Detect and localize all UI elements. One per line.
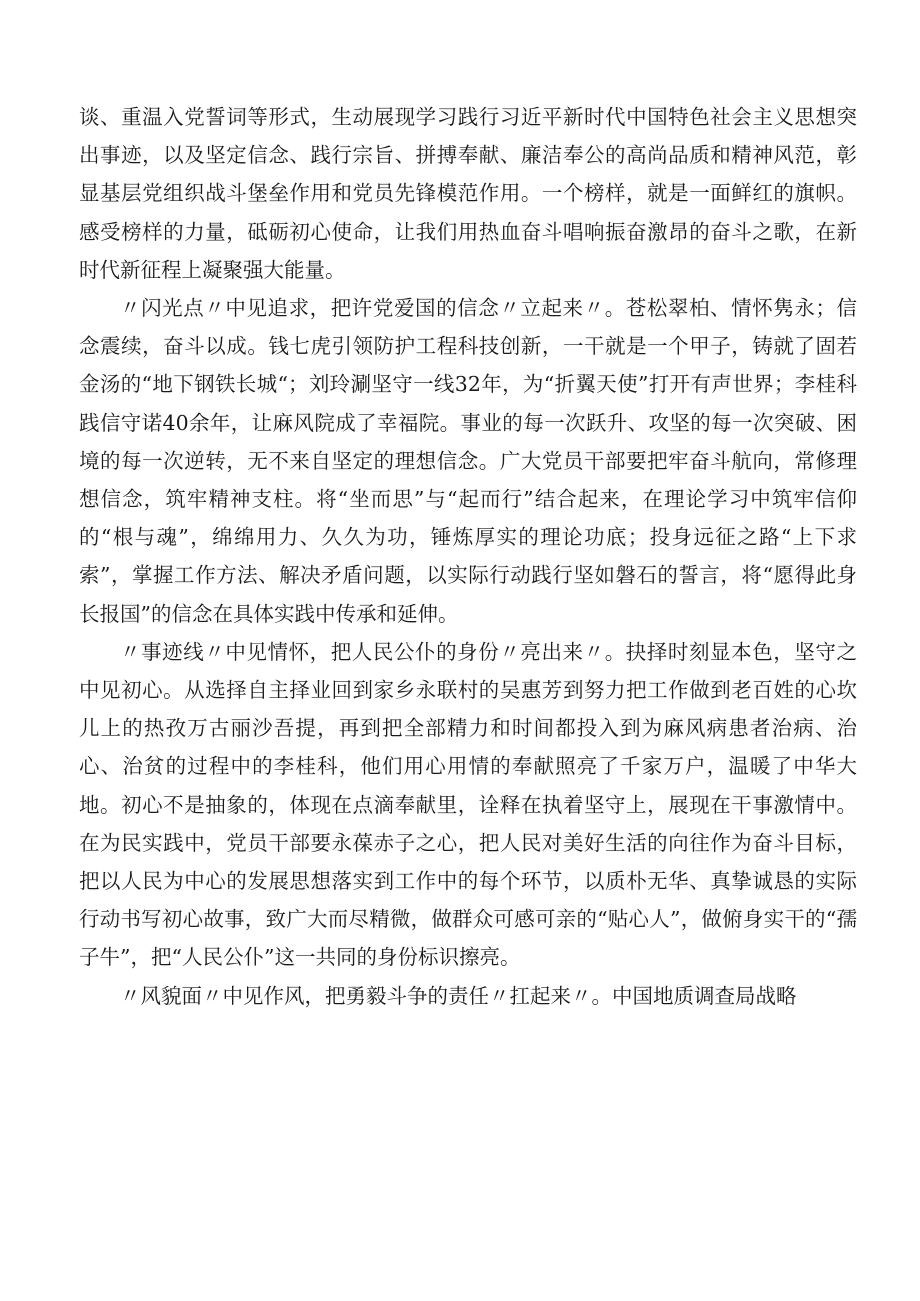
paragraph-3: 〃事迹线〃中见情怀，把人民公仆的身份〃亮出来〃。抉择时刻显本色，坚守之中见初心。从选择自主择业回到家乡永联村的吴惠芳到努力把工作做到老百姓的心坎儿上的热孜万古丽沙吾提，再到把全部精力和时间都投入到为麻风病患者治病、治心、治贫的过程中的李桂科，他们用心用情的奉献照亮了千家万户，温暖了中华大地。初心不是抽象的，体现在点滴奉献里，诠释在执着坚守上，展现在干事激情中。在为民实践中，党员干部要永葆赤子之心，把人民对美好生活的向往作为奋斗目标，把以人民为中心的发展思想落实到工作中的每个环节，以质朴无华、真挚诚恳的实际行动书写初心故事，致广大而尽精微，做群众可感可亲的“贴心人”，做俯身实干的“孺子牛”，把“人民公仆”这一共同的身份标识擦亮。: [79, 639, 857, 970]
paragraph-4: 〃风貌面〃中见作风，把勇毅斗争的责任〃扛起来〃。中国地质调查局战略: [120, 983, 797, 1008]
paragraph-1: 谈、重温入党誓词等形式，生动展现学习践行习近平新时代中国特色社会主义思想突出事迹，以及坚定信念、践行宗旨、拼搏奉献、廉洁奉公的高尚品质和精神风范，彰显基层党组织战斗堡垒作用和党员先锋模范作用。一个榜样，就是一面鲜红的旗帜。感受榜样的力量，砥砺初心使命，让我们用热血奋斗唱响振奋激昂的奋斗之歌，在新时代新征程上凝聚强大能量。: [79, 105, 857, 282]
paragraph-2: 〃闪光点〃中见追求，把许党爱国的信念〃立起来〃。苍松翠柏、情怀隽永；信念震续，奋斗以成。钱七虎引领防护工程科技创新，一干就是一个甲子，铸就了固若金汤的“地下钢铁长城“；刘玲涮坚守一线32年，为“折翼天使”打开有声世界；李桂科践信守诺40余年，让麻风院成了幸福院。事业的每一次跃升、攻坚的每一次突破、困境的每一次逆转，无不来自坚定的理想信念。广大党员干部要把牢奋斗航向，常修理想信念，筑牢精神支柱。将“坐而思”与“起而行”结合起来，在理论学习中筑牢信仰的“根与魂”，绵绵用力、久久为功，锤炼厚实的理论功底；投身远征之路“上下求索”，掌握工作方法、解决矛盾问题，以实际行动践行坚如磐石的誓言，将“愿得此身长报国”的信念在具体实践中传承和延伸。: [79, 296, 857, 626]
document-body: [79, 98, 857, 1015]
